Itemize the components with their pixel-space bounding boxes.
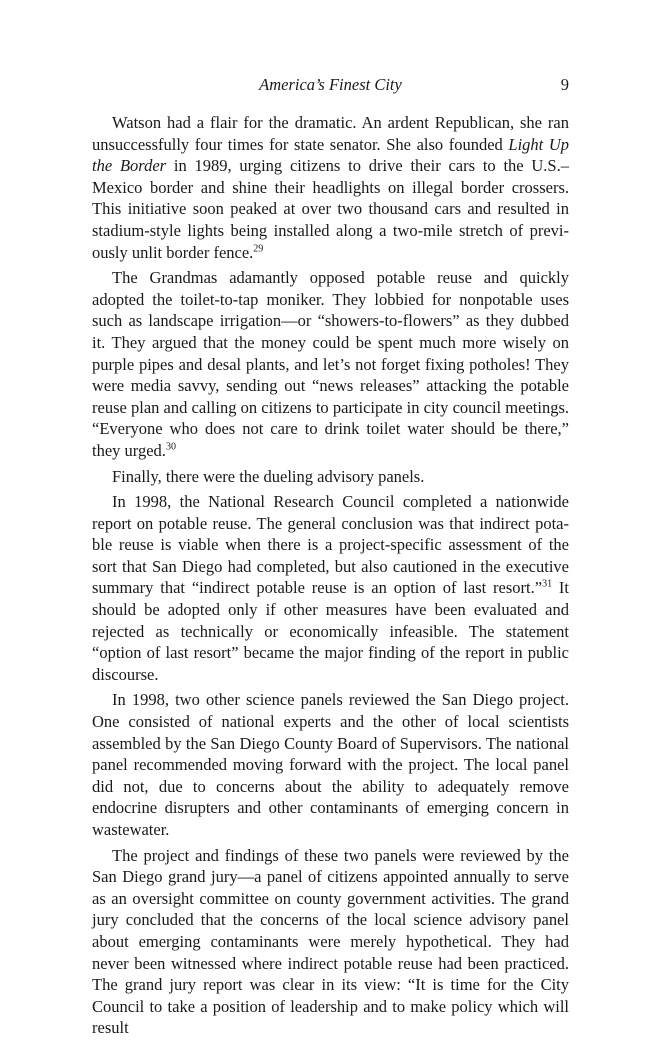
running-head — [92, 74, 569, 96]
paragraph-1-text-a: Watson had a flair for the dramatic. An ardent Republican, she ran unsuccessfully four times for state senator. She also founded — [92, 113, 569, 154]
footnote-ref-31: 31 — [542, 578, 553, 590]
paragraph-2-text: The Grandmas adamantly opposed potable reuse and quickly adopted the toilet-to-tap moniker. They lobbied for nonpotable uses such as landscape irrigation—or “showers-to-flowers” as they dubbed it. They argued that the money could be spent much more wisely on purple pipes and desal plants, and let’s not forget fixing potholes! They were media savvy, sending out “news releases” attacking the potable reuse plan and calling on citizens to participate in city council meetings. “Everyone who does not care to drink toilet water should be there,” they urged. — [92, 268, 569, 460]
paragraph-6: The project and findings of these two panels were reviewed by the San Diego grand jury—a panel of citizens appointed annually to serve as an oversight committee on county government activities. The grand jury concluded that the concerns of the local science advisory panel about emerging contaminants were merely hypothetical. They had never been witnessed where indirect potable reuse had been practiced. The grand jury report was clear in its view: “It is time for the City Council to take a position of leadership and to make policy which will result — [92, 845, 569, 1038]
paragraph-1-italic-title: Light Up the Border — [92, 134, 570, 176]
paragraph-4-text-a: In 1998, the National Research Council completed a nationwide report on potable reuse. The general conclusion was that indirect potable reuse is viable when there is a project-specific assessment of the sort that San Diego had completed, but also cautioned in the executive summary that “indirect potable reuse is an option of last resort.” — [92, 492, 569, 598]
running-title: America’s Finest City — [259, 75, 402, 94]
paragraph-4 — [92, 491, 569, 685]
paragraph-3: Finally, there were the dueling advisory panels. — [112, 466, 425, 486]
paragraph-1 — [92, 112, 569, 263]
paragraph-5: In 1998, two other science panels reviewed the San Diego project. One consisted of national experts and the other of local scientists assembled by the San Diego County Board of Supervisors. The national panel recommended moving forward with the project. The local panel did not, due to concerns about the ability to adequately remove endocrine disrupters and other contaminants of emerging concern in wastewater. — [92, 690, 569, 839]
footnote-ref-29: 29 — [253, 243, 264, 255]
paragraph-4-text-b: It should be adopted only if other measures have been evaluated and rejected as technically or economically infeasible. The statement “option of last resort” became the major finding of the report in public discourse. — [92, 578, 569, 684]
paragraph-1-text-b: in 1989, urging citizens to drive their cars to the U.S.–Mexico border and shine their headlights on illegal border crossers. This initiative soon peaked at over two thousand cars and resulted in stadium-style lights being installed along a two-mile stretch of previously unlit border fence. — [92, 156, 569, 262]
body-text — [92, 112, 569, 1043]
page-number: 9 — [560, 75, 569, 94]
footnote-ref-30: 30 — [165, 441, 176, 453]
paragraph-2 — [92, 267, 569, 461]
